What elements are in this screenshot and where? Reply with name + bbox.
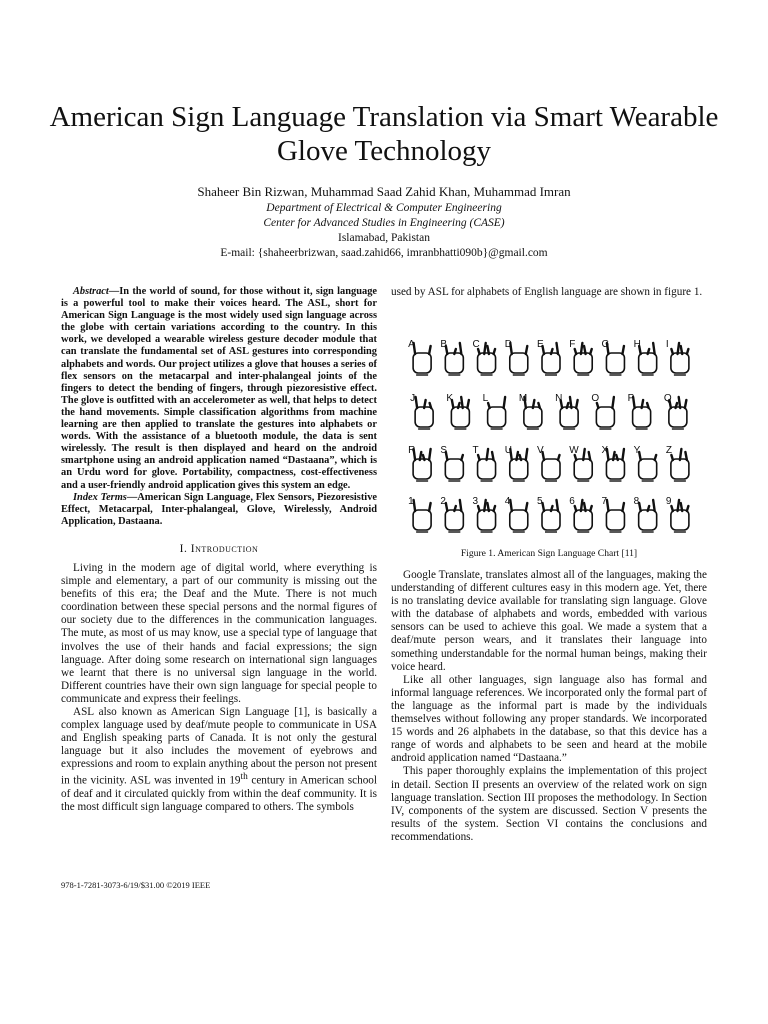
right-paragraph-1: Google Translate, translates almost all of the languages, making the understanding of different cultures easy in this modern age. Yet, there is no translating device available for translating sign language. Glove with the database of alphabets and words, embedded with various sensors can be used to achieve this goal. We made a system that a deaf/mute person wears, and it translates their language into something understandable for the normal human beings, making their voice heard.	[391, 569, 707, 673]
sign-glyph-T	[478, 449, 496, 481]
sign-glyph-N	[560, 397, 578, 429]
intro-p2-part-a: ASL also known as American Sign Language [1], is basically a complex language used by deaf/mute people to communicate in USA and English speaking parts of Canada. It is not only the gestural language but it also includes the movement of eyebrows and expressions and room to explain anything about the person not present in the vicinity. ASL was invented in 19	[61, 706, 377, 788]
sign-label-V: V	[537, 445, 544, 456]
intro-paragraph-2	[61, 706, 377, 814]
sign-glyph-I	[671, 343, 689, 375]
sign-label-W: W	[569, 445, 579, 456]
sign-label-T: T	[472, 445, 479, 456]
abstract-lead: Abstract	[73, 286, 109, 297]
sign-label-9: 9	[665, 496, 672, 507]
author-list: Shaheer Bin Rizwan, Muhammad Saad Zahid Khan, Muhammad Imran	[197, 184, 571, 199]
center: Center for Advanced Studies in Engineering (CASE)	[263, 217, 505, 229]
sign-label-A: A	[408, 339, 415, 350]
sign-label-1: 1	[408, 496, 414, 507]
sign-glyph-E	[542, 343, 560, 375]
sign-glyph-A	[413, 343, 431, 375]
email: E-mail: {shaheerbrizwan, saad.zahid66, imranbhatti090b}@gmail.com	[220, 247, 548, 259]
sign-glyph-2	[445, 500, 463, 532]
sign-label-5: 5	[537, 496, 543, 507]
sign-label-4: 4	[504, 496, 511, 507]
sign-glyph-S	[445, 452, 463, 481]
sign-label-7: 7	[601, 496, 608, 507]
right-paragraph-3: This paper thoroughly explains the implementation of this project in detail. Section II presents an overview of the related work on sign language translation. Section III proposes the methodology. In Section IV, components of the system are discussed. Section V presents the results of the system. Section VI contains the conclusions and recommendations.	[391, 765, 707, 843]
figure-caption: Figure 1. American Sign Language Chart [11]	[460, 548, 638, 559]
sign-glyph-4	[510, 500, 528, 532]
right-paragraph-2: Like all other languages, sign language also has formal and informal language references. We incorporated only the formal part of the language as the informal part is made by the individuals themselves without following any proper standards. We incorporated 15 words and 26 alphabets in the database, so that this device has a range of words and alphabets to be seen and heard at the mobile android application named “Dastaana.”	[391, 673, 707, 765]
sign-label-3: 3	[472, 496, 479, 507]
sign-glyph-7	[606, 500, 624, 532]
sign-glyph-X	[606, 449, 624, 481]
sign-glyph-P	[633, 397, 651, 429]
index-terms-text: —American Sign Language, Flex Sensors, Piezoresistive Effect, Metacarpal, Inter-phalangeal, Glove, Wirelessly, Android Application, Dastaana.	[61, 491, 377, 527]
sign-glyph-R	[413, 449, 431, 481]
sign-glyph-V	[542, 452, 560, 481]
sign-glyph-9	[671, 500, 689, 532]
sign-label-I: I	[665, 339, 669, 350]
index-terms	[61, 492, 377, 528]
sign-label-S: S	[440, 445, 448, 456]
intro-p2-part-b: century in American school of deaf and it circulated quickly from within the deaf community. It is the most difficult sign language compared to others. The symbols	[61, 775, 377, 814]
department: Department of Electrical & Computer Engineering	[266, 202, 502, 214]
sign-glyph-F	[574, 343, 592, 375]
section-heading-introduction: I. Introduction	[179, 542, 259, 555]
sign-glyph-H	[639, 343, 657, 375]
city: Islamabad, Pakistan	[338, 232, 430, 244]
sign-glyph-L	[488, 397, 506, 429]
sign-label-2: 2	[440, 496, 446, 507]
sign-label-O: O	[591, 393, 600, 404]
sign-label-Z: Z	[665, 445, 672, 456]
sign-label-U: U	[504, 445, 513, 456]
sign-glyph-6	[574, 500, 592, 532]
sign-glyph-B	[445, 343, 463, 375]
right-column-body	[391, 569, 707, 844]
sign-label-6: 6	[569, 496, 575, 507]
sign-glyph-D	[510, 343, 528, 375]
sign-label-Q: Q	[663, 393, 672, 404]
sign-label-K: K	[446, 393, 454, 404]
sign-glyph-Y	[639, 452, 657, 481]
sign-glyph-K	[451, 397, 469, 429]
sign-label-X: X	[601, 445, 609, 456]
right-column-top: used by ASL for alphabets of English language are shown in figure 1.	[391, 286, 703, 298]
sign-glyph-J	[415, 397, 433, 429]
affiliation-block	[40, 201, 728, 261]
copyright-footer: 978-1-7281-3073-6/19/$31.00 ©2019 IEEE	[61, 880, 211, 890]
sign-glyph-1	[413, 500, 431, 532]
sign-label-E: E	[537, 339, 544, 350]
sign-label-J: J	[410, 393, 416, 404]
left-column	[61, 286, 377, 814]
sign-label-8: 8	[633, 496, 640, 507]
abstract	[61, 286, 377, 492]
sign-glyph-8	[639, 500, 657, 532]
sign-glyph-5	[542, 500, 560, 532]
intro-paragraph-1: Living in the modern age of digital world, where everything is simple and elementary, a part of our community is missing out the benefits of this era; the Deaf and the Mute. There is not much coordination between these special persons and the normal figures of our society due to the differences in the communication languages. The mute, as most of us may know, use a special type of language that involves the use of their hands and facial expressions; the sign language. After doing some research on international sign languages we learnt that there is no universal sign language in the world. Different countries have their own sign language for special people to communicate and express their feelings.	[61, 561, 377, 705]
sign-label-F: F	[569, 339, 576, 350]
sign-label-D: D	[504, 339, 513, 350]
sign-glyph-U	[510, 449, 528, 481]
sign-label-B: B	[440, 339, 448, 350]
sign-label-C: C	[472, 339, 480, 350]
asl-chart-figure	[406, 327, 696, 542]
sign-glyph-C	[478, 343, 496, 375]
sign-label-H: H	[633, 339, 641, 350]
sign-label-M: M	[518, 393, 528, 404]
sign-label-P: P	[627, 393, 635, 404]
sign-label-Y: Y	[633, 445, 641, 456]
sign-label-G: G	[601, 339, 610, 350]
sign-glyph-3	[478, 500, 496, 532]
asl-chart-image	[406, 327, 696, 542]
abstract-text: —In the world of sound, for those without it, sign language is a powerful tool to make their voices heard. The ASL, short for American Sign Language is the most widely used sign language across the globe with certain variations according to the country. In this work, we developed a wearable wireless gesture decoder module that can translate the fundamental set of ASL gestures into corresponding alphabets and words. Our project utilizes a glove that houses a series of flex sensors on the metacarpal and inter-phalangeal joints of the fingers to detect the bending of fingers, through piezoresistive effect. The glove is outfitted with an accelerometer as well, that helps to detect the hand movements. Simple classification algorithms from machine learning are then applied to translate the gestures into alphabets or words. With the assistance of a bluetooth module, the data is sent wirelessly. The result is then displayed and heard on the android smartphone using an android application named “Dastaana”, which is an Urdu word for glove. Portability, compactness, cost-effectiveness and a user-friendly android application gives this system an edge.	[61, 286, 377, 491]
paper-title: American Sign Language Translation via Smart Wearable Glove Technology	[49, 101, 719, 167]
sign-glyph-Z	[671, 449, 689, 481]
superscript-th: th	[240, 772, 248, 783]
sign-label-N: N	[555, 393, 563, 404]
index-terms-lead: Index Terms	[73, 491, 127, 503]
sign-label-R: R	[408, 445, 416, 456]
sign-label-L: L	[482, 393, 489, 404]
